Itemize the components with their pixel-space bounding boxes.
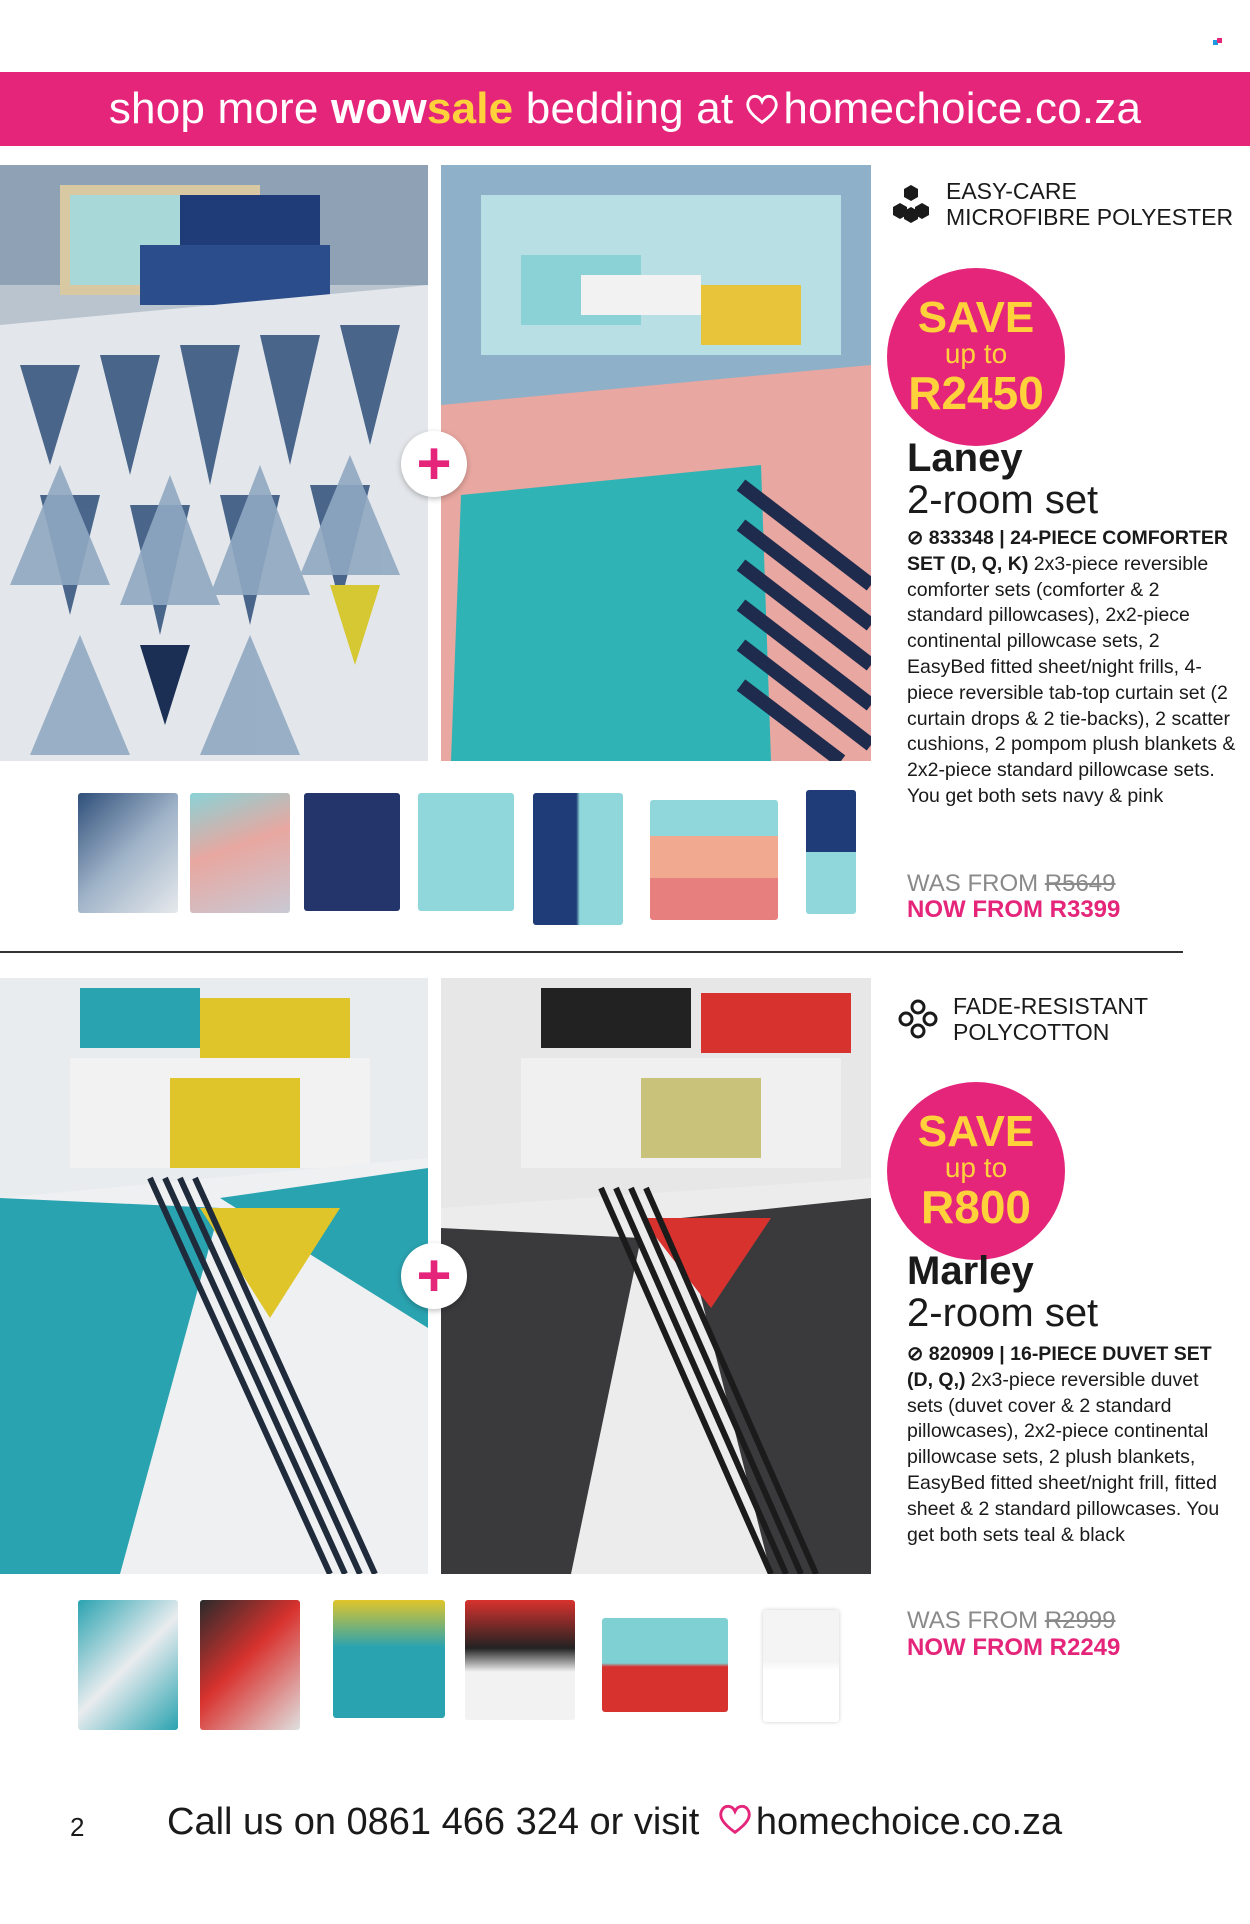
laney-description: ⊘ 833348 | 24-PIECE COMFORTER SET (D, Q, K) 2x3-piece reversible comforter sets (comforter & 2 standard pillowcases), 2x2-piece continental pillowcase sets, 2 EasyBed fitted sheet/night frills, 4-piece reversible tab-top curtain set (2 curtain drops & 2 tie-backs), 2 scatter cushions, 2 pompom plush blankets & 2x2-piece standard pillowcase sets. You get both sets navy & pink [907, 527, 1236, 807]
marley-code: ⊘ 820909 | 16-PIECE DUVET SET (D, Q,) [907, 1343, 1212, 1391]
heart-icon [716, 1800, 754, 1838]
marley-bedroom-photo-2 [441, 978, 871, 1574]
laney-now-price: NOW FROM R3399 [907, 896, 1121, 923]
laney-thumb-cushions-blankets [650, 800, 778, 920]
laney-save-badge: SAVE up to R2450 [887, 268, 1065, 446]
marley-save-badge: SAVE up to R800 [887, 1082, 1065, 1260]
footer-call[interactable]: Call us on 0861 466 324 or visit homechoice.co.za [167, 1801, 1063, 1843]
banner-pre: shop more [108, 84, 319, 133]
laney-thumb-curtains [533, 793, 623, 925]
marley-thumb-pillowcases [763, 1610, 839, 1722]
marley-title: Marley 2-room set [907, 1249, 1099, 1335]
laney-title: Laney 2-room set [907, 436, 1099, 522]
marley-fabric-feature [897, 993, 1148, 1045]
banner-mid: bedding at [525, 84, 734, 133]
banner-sale: sale [426, 84, 514, 133]
laney-was-price: WAS FROM R5649 [907, 870, 1116, 897]
pin-icon: ⊘ [907, 1343, 924, 1365]
marley-fabric-text: FADE-RESISTANT POLYCOTTON [953, 993, 1149, 1045]
laney-fabric-text: EASY-CARE MICROFIBRE POLYESTER [946, 178, 1234, 230]
marley-thumb-duvet-teal [78, 1600, 178, 1730]
laney-thumb-pillowcases [806, 790, 856, 914]
laney-thumb-comforter-navy [78, 793, 178, 913]
section-divider [0, 951, 1183, 953]
pin-icon: ⊘ [907, 527, 924, 549]
marley-thumb-blankets [602, 1618, 728, 1712]
laney-thumb-teal-frill [418, 793, 514, 911]
promo-banner[interactable] [0, 72, 1250, 146]
marley-thumb-teal-frill [333, 1600, 445, 1718]
brand-mark-icon [1213, 38, 1223, 46]
marley-was-price: WAS FROM R2999 [907, 1607, 1116, 1634]
hexagon-cluster-icon [890, 183, 932, 225]
plus-icon: + [401, 431, 467, 497]
banner-wow: wow [330, 84, 427, 133]
marley-now-price: NOW FROM R2249 [907, 1634, 1121, 1661]
laney-bedroom-photo-2 [441, 165, 871, 761]
plus-icon: + [401, 1243, 467, 1309]
marley-thumb-black-frill [465, 1600, 575, 1720]
page-number: 2 [70, 1812, 85, 1842]
laney-code: ⊘ 833348 | 24-PIECE COMFORTER SET (D, Q, K) [907, 527, 1228, 575]
heart-icon [743, 90, 781, 128]
fabric-cluster-icon [897, 998, 939, 1040]
marley-description: ⊘ 820909 | 16-PIECE DUVET SET (D, Q,) 2x3-piece reversible duvet sets (duvet cover & 2 standard pillowcases), 2x2-piece continental pillowcase sets, 2 plush blankets, EasyBed fitted sheet/night frill, fitted sheet & 2 standard pillowcases. You get both sets teal & black [907, 1343, 1220, 1546]
laney-thumb-navy-frill [304, 793, 400, 911]
marley-thumb-duvet-black [200, 1600, 300, 1730]
laney-thumb-comforter-pink [190, 793, 290, 913]
banner-site: homechoice.co.za [783, 84, 1142, 133]
marley-bedroom-photo-1 [0, 978, 428, 1574]
laney-bedroom-photo-1 [0, 165, 428, 761]
laney-fabric-feature [890, 178, 1233, 230]
